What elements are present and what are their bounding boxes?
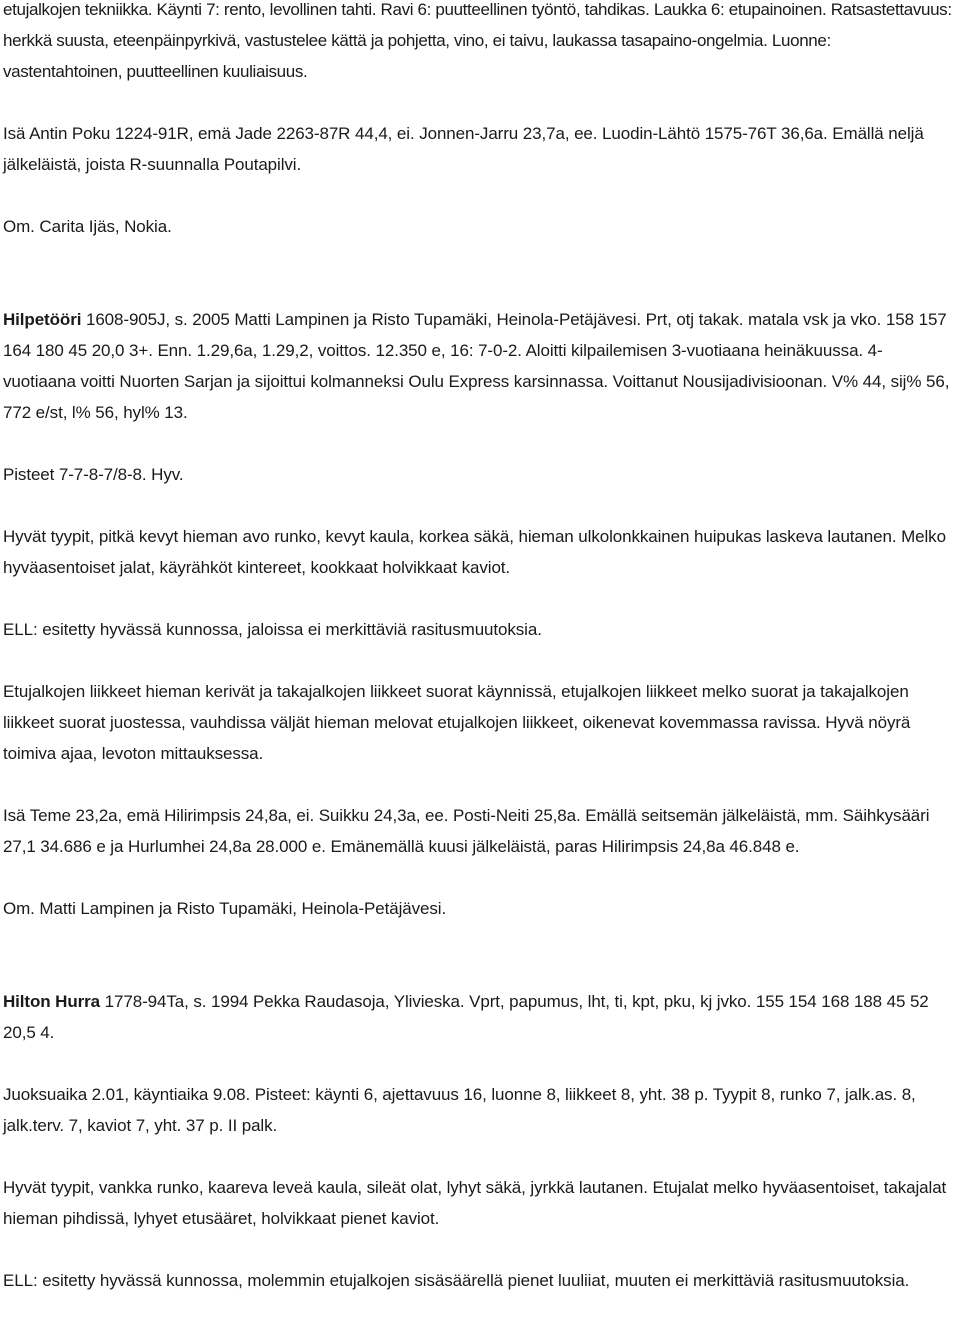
paragraph-vet-2: ELL: esitetty hyvässä kunnossa, molemmin etujalkojen sisäsäärellä pienet luuliiat, muuten ei merkittäviä rasitusmuutoksia. [3,1271,910,1290]
horse-details-hilton-hurra: 1778-94Ta, s. 1994 Pekka Raudasoja, Ylivieska. Vprt, papumus, lht, ti, kpt, pku, kj jvko. 155 154 168 188 45 52 20,5 4. [3,992,929,1042]
paragraph-movement-1: Etujalkojen liikkeet hieman kerivät ja takajalkojen liikkeet suorat käynnissä, etujalkojen liikkeet melko suorat ja takajalkojen liikkeet suorat juostessa, vauhdissa väljät hieman melovat etujalkojen liikkeet, oikenevat kovemmassa ravissa. Hyvä nöyrä toimiva ajaa, levoton mittauksessa. [3,682,911,763]
paragraph-horse-hilpetoori [3,304,953,428]
paragraph-conformation-1: Hyvät tyypit, pitkä kevyt hieman avo runko, kevyt kaula, korkea säkä, hieman ulkolonkkainen huipukas laskeva lautanen. Melko hyväasentoiset jalat, käyrähköt kintereet, kookkaat holvikkaat kaviot. [3,527,946,577]
paragraph-horse-hilton-hurra [3,986,953,1048]
paragraph-pedigree-1: Isä Antin Poku 1224-91R, emä Jade 2263-87R 44,4, ei. Jonnen-Jarru 23,7a, ee. Luodin-Lähtö 1575-76T 36,6a. Emällä neljä jälkeläistä, joista R-suunnalla Poutapilvi. [3,124,924,174]
paragraph-gait-assessment: etujalkojen tekniikka. Käynti 7: rento, levollinen tahti. Ravi 6: puutteellinen työntö, tahdikas. Laukka 6: etupainoinen. Ratsastettavuus: herkkä suusta, eteenpäinpyrkivä, vastustelee kättä ja pohjetta, vino, ei taivu, laukassa tasapaino-ongelmia. Luonne: vastentahtoinen, puutteellinen kuuliaisuus. [3,0,952,81]
paragraph-owner-1: Om. Carita Ijäs, Nokia. [3,217,172,236]
horse-name-hilton-hurra: Hilton Hurra [3,992,101,1011]
paragraph-vet-1: ELL: esitetty hyvässä kunnossa, jaloissa ei merkittäviä rasitusmuutoksia. [3,620,542,639]
paragraph-scores-2: Juoksuaika 2.01, käyntiaika 9.08. Pisteet: käynti 6, ajettavuus 16, luonne 8, liikkeet 8, yht. 38 p. Tyypit 8, runko 7, jalk.as. 8, jalk.terv. 7, kaviot 7, yht. 37 p. II palk. [3,1085,916,1135]
horse-details-hilpetoori: 1608-905J, s. 2005 Matti Lampinen ja Risto Tupamäki, Heinola-Petäjävesi. Prt, otj takak. matala vsk ja vko. 158 157 164 180 45 20,0 3+. Enn. 1.29,6a, 1.29,2, voittos. 12.350 e, 16: 7-0-2. Aloitti kilpailemisen 3-vuotiaana heinäkuussa. 4-vuotiaana voitti Nuorten Sarjan ja sijoittui kolmanneksi Oulu Express karsinnassa. Voittanut Nousijadivisioonan. V% 44, sij% 56, 772 e/st, l% 56, hyl% 13. [3,310,950,422]
document-page [3,0,953,1296]
paragraph-scores-1: Pisteet 7-7-8-7/8-8. Hyv. [3,465,184,484]
horse-name-hilpetoori: Hilpetööri [3,310,82,329]
paragraph-conformation-2: Hyvät tyypit, vankka runko, kaareva leveä kaula, sileät olat, lyhyt säkä, jyrkkä lautanen. Etujalat melko hyväasentoiset, takajalat hieman pihdissä, lyhyet etusääret, holvikkaat pienet kaviot. [3,1178,947,1228]
paragraph-pedigree-2: Isä Teme 23,2a, emä Hilirimpsis 24,8a, ei. Suikku 24,3a, ee. Posti-Neiti 25,8a. Emällä seitsemän jälkeläistä, mm. Säihkysääri 27,1 34.686 e ja Hurlumhei 24,8a 28.000 e. Emänemällä kuusi jälkeläistä, paras Hilirimpsis 24,8a 46.848 e. [3,806,930,856]
paragraph-owner-2: Om. Matti Lampinen ja Risto Tupamäki, Heinola-Petäjävesi. [3,899,447,918]
